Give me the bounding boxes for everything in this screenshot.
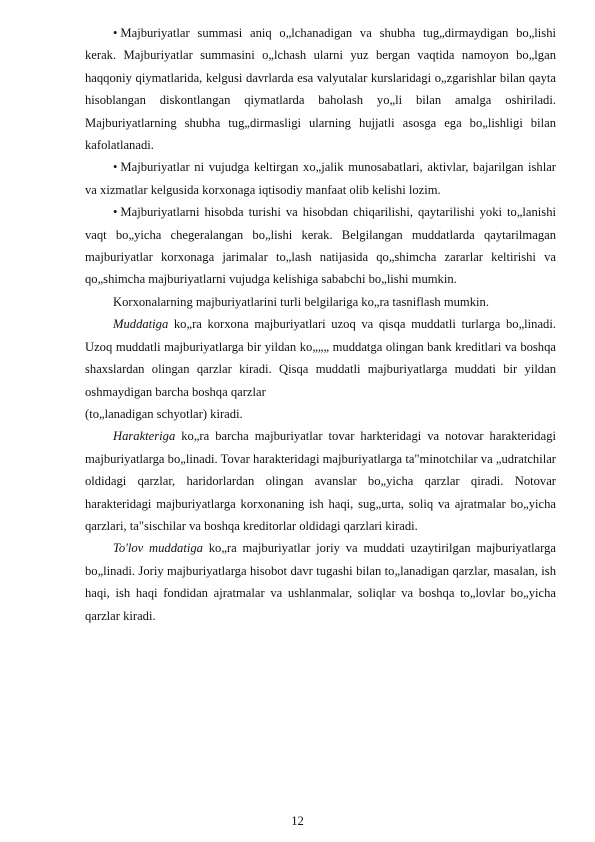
paragraph-tail-line: (to„lanadigan schyotlar) kiradi. bbox=[85, 406, 243, 421]
paragraph-text: ko„ra korxona majburiyatlari uzoq va qisqa muddatli turlarga bo„linadi. Uzoq muddatli majburiyatlarga bir yildan ko„„„ muddatga olingan bank kreditlari va boshqa shaxslardan olingan qarzlar kiradi. Qisqa muddatli majburiyatlarga muddati bir yildan oshmaydigan barcha boshqa qarzlar bbox=[85, 317, 556, 399]
paragraph-lead-term: To'lov muddatiga bbox=[113, 541, 203, 556]
paragraph-text: Korxonalarning majburiyatlarini turli belgilariga ko„ra tasniflash mumkin. bbox=[113, 294, 489, 309]
paragraph-text: Majburiyatlar ni vujudga keltirgan xo„jalik munosabatlari, aktivlar, bajarilgan ishlar va xizmatlar kelgusida korxonaga iqtisodiy manfaat olib kelishi lozim. bbox=[85, 160, 556, 197]
classification-paragraph bbox=[85, 313, 556, 425]
document-body bbox=[85, 22, 556, 627]
bullet-marker: • bbox=[113, 26, 118, 40]
page-number: 12 bbox=[291, 814, 304, 828]
bullet-paragraph bbox=[85, 201, 556, 291]
intro-paragraph bbox=[85, 291, 556, 313]
classification-paragraph bbox=[85, 537, 556, 627]
paragraph-text: ko„ra majburiyatlar joriy va muddati uzaytirilgan majburiyatlarga bo„linadi. Joriy majburiyatlarga hisobot davr tugashi bilan to„lanadigan qarzlar, masalan, ish haqi, ish haqi fondidan ajratmalar va ushlanmalar, soliqlar va boshqa to„lovlar bo„yicha qarzlar kiradi. bbox=[85, 541, 557, 623]
paragraph-text: ko„ra barcha majburiyatlar tovar harkteridagi va notovar harakteridagi majburiyatlarga bo„linadi. Tovar harakteridagi majburiyatlarga ta"minotchilar va „udratchilar oldidagi qarzlar, haridorlardan olingan avanslar bo„yicha qarzlar qiradi. Notovar harakteridagi majburiyatlarga korxonaning ish haqi, sug„urta, soliq va ajratmalar bo„yicha qarzlari, ta"sischilar va boshqa kreditorlar oldidagi qarzlari kiradi. bbox=[85, 429, 556, 533]
bullet-marker: • bbox=[113, 160, 118, 175]
classification-paragraph bbox=[85, 425, 556, 537]
bullet-paragraph bbox=[85, 156, 556, 201]
bullet-paragraph bbox=[85, 22, 556, 156]
bullet-marker: • bbox=[113, 205, 118, 220]
paragraph-text: Majburiyatlar summasi aniq o„lchanadigan va shubha tug„dirmaydigan bo„lishi kerak. Majburiyatlar summasini o„lchash ularni yuz bergan vaqtida namoyon bo„lgan haqqoniy qiymatlarida, kelgusi davrlarda esa valyutalar kurslaridagi o„zgarishlar bilan qayta hisoblangan diskontlangan qiymatlarda baholash yo„li bilan amalga oshiriladi. Majburiyatlarning shubha tug„dirmasligi ularning hujjatli asosga ega bo„lishligi bilan kafolatlanadi. bbox=[85, 26, 556, 153]
paragraph-lead-term: Muddatiga bbox=[113, 317, 169, 332]
paragraph-text: Majburiyatlarni hisobda turishi va hisobdan chiqarilishi, qaytarilishi yoki to„lanishi vaqt bo„yicha chegeralangan bo„lishi kerak. Belgilangan muddatlarda qaytarilmagan majburiyatlar korxonaga jarimalar to„lash natijasida qo„shimcha zararlar keltirishi va qo„shimcha majburiyatlarni vujudga kelishiga sababchi bo„lishi mumkin. bbox=[85, 205, 556, 287]
paragraph-lead-term: Harakteriga bbox=[113, 429, 176, 444]
